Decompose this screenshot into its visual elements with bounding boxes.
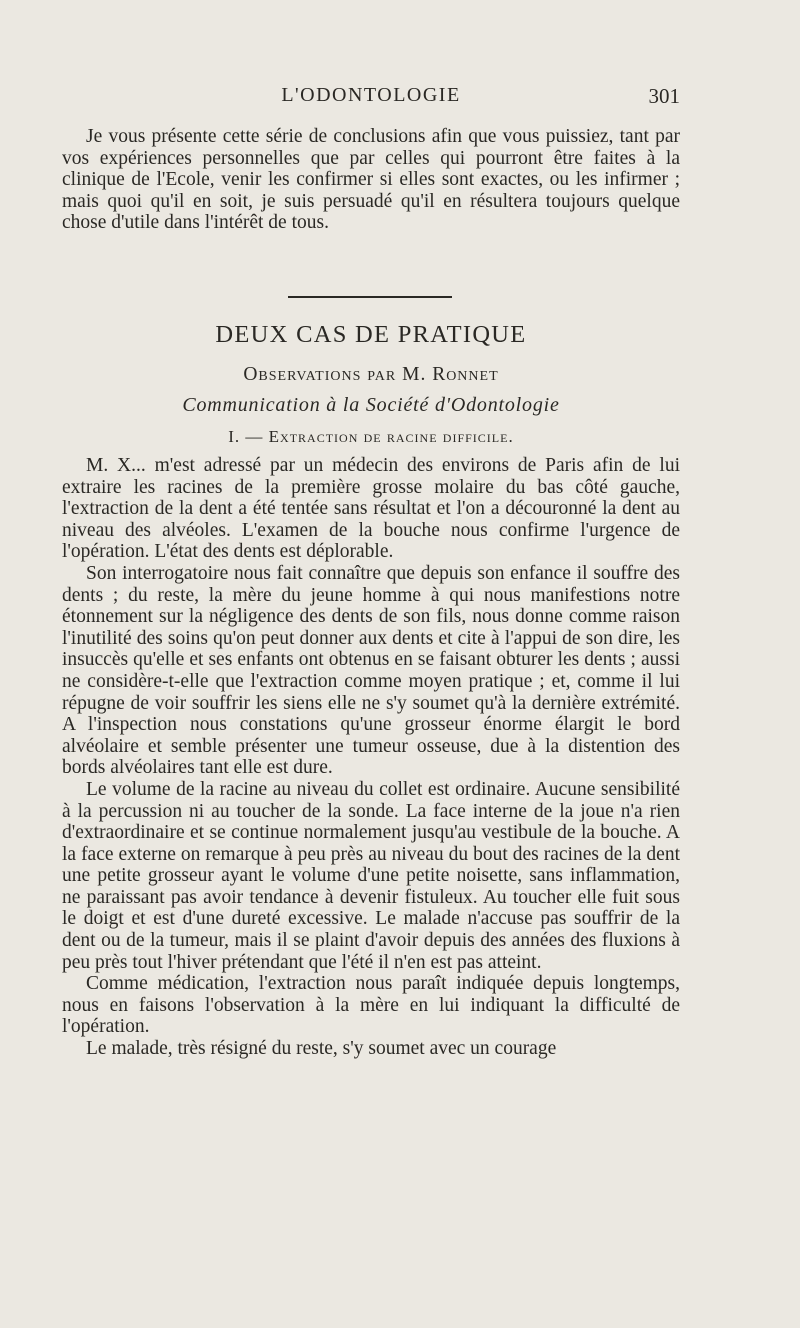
intro-paragraph: Je vous présente cette série de conclusions afin que vous puissiez, tant par vos expériences personnelles que par celles qui pourront être faites à la clinique de l'Ecole, venir les confirmer si elles sont exactes, ou les infirmer ; mais quoi qu'il en soit, je suis persuadé qu'il en résultera toujours quelque chose d'utile dans l'intérêt de tous. <box>62 126 680 234</box>
running-title: L'ODONTOLOGIE <box>281 84 461 106</box>
page-number: 301 <box>648 84 680 108</box>
section-divider <box>288 296 452 298</box>
body-paragraph: M. X... m'est adressé par un médecin des environs de Paris afin de lui extraire les racines de la première grosse molaire du bas côté gauche, l'extraction de la dent a été tentée sans résultat et l'on a découronné la dent au niveau des alvéoles. L'examen de la bouche nous confirme l'urgence de l'opération. L'état des dents est déplorable. <box>62 455 680 563</box>
article-title: DEUX CAS DE PRATIQUE <box>215 321 527 348</box>
intro-text <box>62 126 680 234</box>
article-byline: Observations par M. Ronnet <box>243 364 499 385</box>
section-heading: I. — Extraction de racine difficile. <box>228 427 514 446</box>
body-paragraph: Comme médication, l'extraction nous paraît indiquée depuis longtemps, nous en faisons l'observation à la mère en lui indiquant la difficulté de l'opération. <box>62 973 680 1038</box>
body-paragraph: Le malade, très résigné du reste, s'y soumet avec un courage <box>86 1038 557 1060</box>
body-paragraph: Le volume de la racine au niveau du collet est ordinaire. Aucune sensibilité à la percussion ni au toucher de la sonde. La face interne de la joue n'a rien d'extraordinaire et se continue normalement jusqu'au vestibule de la bouche. A la face externe on remarque à peu près au niveau du bout des racines de la dent une petite grosseur ayant le volume d'une petite noisette, sans inflammation, ne paraissant pas avoir tendance à devenir fistuleux. Au toucher elle fuit sous le doigt et est d'une dureté excessive. Le malade n'accuse pas souffrir de la dent ou de la tumeur, mais il se plaint d'avoir depuis des années des fluxions à peu près tout l'hiver prétendant que l'été il n'en est pas atteint. <box>62 778 680 973</box>
body-paragraph: Son interrogatoire nous fait connaître que depuis son enfance il souffre des dents ; du reste, la mère du jeune homme à qui nous manifestions notre étonnement sur la négligence des dents de son fils, nous donne comme raison l'inutilité des soins qu'on peut donner aux dents et cite à l'appui de son dire, les insuccès qu'elle et ses enfants ont obtenus en se faisant obturer les dents ; aussi ne considère-t-elle que l'extraction comme moyen pratique ; et, comme il lui répugne de voir souffrir les siens elle ne s'y soumet qu'à la dernière extrémité. A l'inspection nous constations qu'une grosseur énorme élargit le bord alvéolaire et semble présenter une tumeur osseuse, due à la distention des bords alvéolaires tant elle est dure. <box>62 562 680 779</box>
article-body <box>62 455 680 1060</box>
page-header <box>62 84 680 114</box>
article-subtitle: Communication à la Société d'Odontologie <box>182 394 560 416</box>
